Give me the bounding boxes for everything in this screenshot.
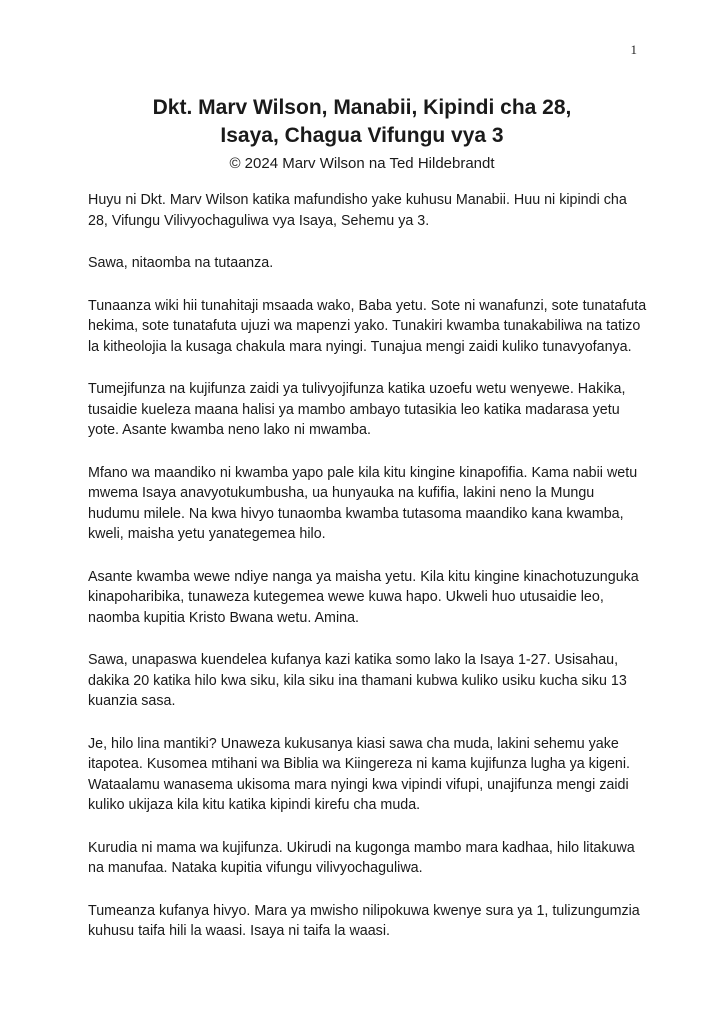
- paragraph-4: Tumejifunza na kujifunza zaidi ya tulivyojifunza katika uzoefu wetu wenyewe. Hakika, tusaidie kueleza maana halisi ya mambo ambayo tutasikia leo katika madarasa yetu yote. Asante kwamba neno lako ni mwamba.: [88, 381, 626, 438]
- paragraph-3: Tunaanza wiki hii tunahitaji msaada wako, Baba yetu. Sote ni wanafunzi, sote tunatafuta hekima, sote tunatafuta ujuzi wa mapenzi yako. Tunakiri kwamba tunakabiliwa na tatizo la kitheolojia la kusaga chakula mara nyingi. Tunajua mengi zaidi kuliko tunavyofanya.: [88, 297, 647, 355]
- paragraph-8: Je, hilo lina mantiki? Unaweza kukusanya kiasi sawa cha muda, lakini sehemu yake itapotea. Kusomea mtihani wa Biblia wa Kiingereza ni kama kujifunza lugha ya kigeni. Wataalamu wanasema ukisoma mara nyingi kwa vipindi vifupi, unajifunza mengi zaidi kuliko ukijaza kila kitu katika kipindi kirefu cha muda.: [88, 735, 630, 813]
- title-line-2: Isaya, Chagua Vifungu vya 3: [220, 124, 504, 147]
- document-body: [88, 190, 648, 964]
- paragraph-6: Asante kwamba wewe ndiye nanga ya maisha yetu. Kila kitu kingine kinachotuzunguka kinapoharibika, tunaweza kutegemea wewe kuwa hapo. Ukweli huo utusaidie leo, naomba kupitia Kristo Bwana wetu. Amina.: [88, 568, 639, 626]
- page-number: 1: [630, 42, 637, 57]
- copyright-notice: © 2024 Marv Wilson na Ted Hildebrandt: [229, 155, 495, 172]
- paragraph-1: Huyu ni Dkt. Marv Wilson katika mafundisho yake kuhusu Manabii. Huu ni kipindi cha 28, Vifungu Vilivyochaguliwa vya Isaya, Sehemu ya 3.: [88, 192, 627, 229]
- paragraph-10: Tumeanza kufanya hivyo. Mara ya mwisho nilipokuwa kwenye sura ya 1, tulizungumzia kuhusu taifa hili la waasi. Isaya ni taifa la waasi.: [88, 902, 640, 939]
- paragraph-9: Kurudia ni mama wa kujifunza. Ukirudi na kugonga mambo mara kadhaa, hilo litakuwa na manufaa. Nataka kupitia vifungu vilivyochaguliwa.: [88, 839, 635, 876]
- document-header: [0, 94, 724, 175]
- paragraph-2: Sawa, nitaomba na tutaanza.: [88, 255, 274, 271]
- paragraph-5: Mfano wa maandiko ni kwamba yapo pale kila kitu kingine kinapofifia. Kama nabii wetu mwema Isaya anavyotukumbusha, ua hunyauka na kufifia, lakini neno la Mungu hudumu milele. Na kwa hivyo tunaomba kwamba tutasoma maandiko kana kwamba, kweli, maisha yetu yanategemea hilo.: [88, 464, 638, 542]
- title-line-1: Dkt. Marv Wilson, Manabii, Kipindi cha 28,: [152, 96, 572, 119]
- paragraph-7: Sawa, unapaswa kuendelea kufanya kazi katika somo lako la Isaya 1-27. Usisahau, dakika 20 katika hilo kwa siku, kila siku ina thamani kubwa kuliko usiku kucha siku 13 kuanzia sasa.: [88, 652, 627, 709]
